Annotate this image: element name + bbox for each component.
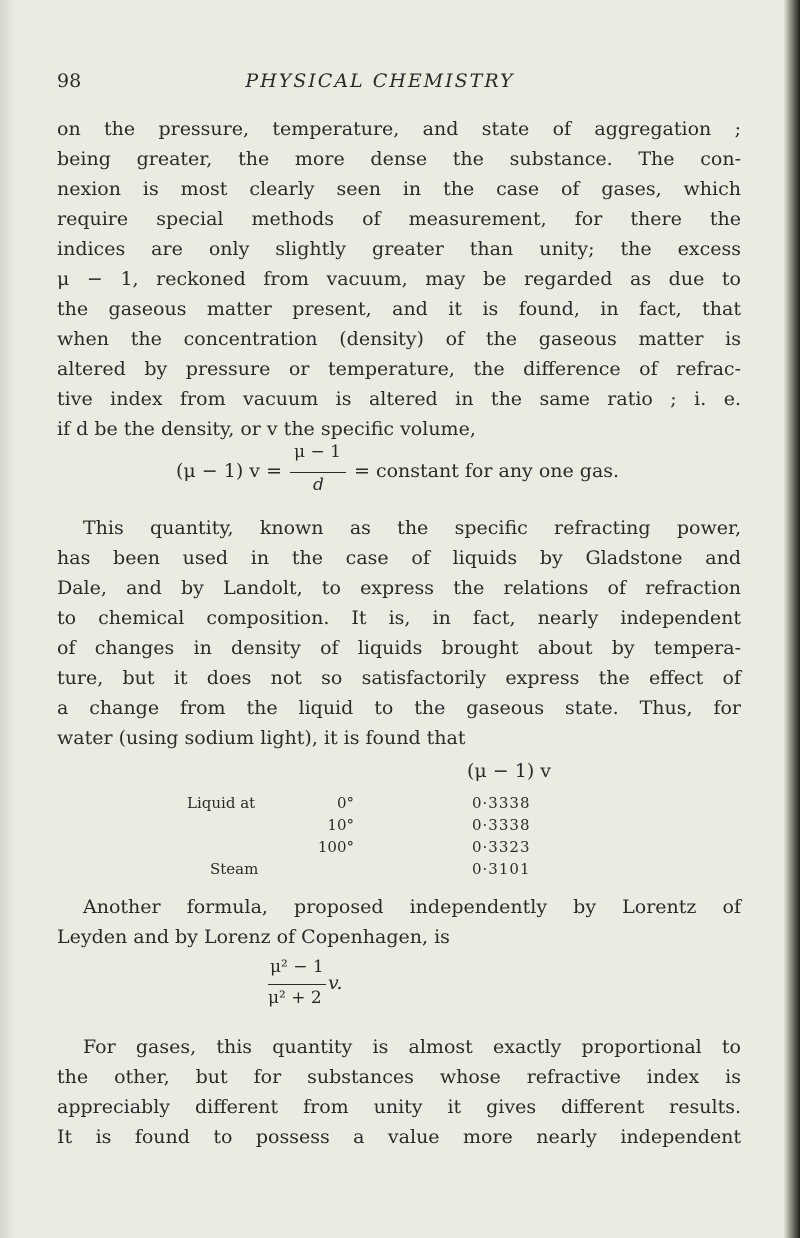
running-head: PHYSICAL CHEMISTRY <box>245 70 515 92</box>
text-line: appreciably different from unity it gives different results. <box>57 1096 741 1118</box>
text-line: ture, but it does not so satisfactorily express the effect of <box>57 667 741 689</box>
formula-numerator: μ − 1 <box>294 442 341 462</box>
text-line: Dale, and by Landolt, to express the relations of refraction <box>57 577 741 599</box>
text-line: This quantity, known as the specific refracting power, <box>83 517 741 539</box>
formula-rhs: v. <box>328 972 343 994</box>
table-row-label: Liquid at <box>187 794 256 812</box>
formula-numerator: μ² − 1 <box>270 957 324 977</box>
text-line: nexion is most clearly seen in the case of gases, which <box>57 178 741 200</box>
text-line: when the concentration (density) of the gaseous matter is <box>57 328 741 350</box>
text-line: on the pressure, temperature, and state of aggregation ; <box>57 118 741 140</box>
text-line: has been used in the case of liquids by Gladstone and <box>57 547 741 569</box>
text-line: μ − 1, reckoned from vacuum, may be regarded as due to <box>57 268 741 290</box>
table-row-label: Steam <box>210 860 259 878</box>
page-gutter-shade <box>0 0 14 1238</box>
formula-rhs: = constant for any one gas. <box>354 460 620 482</box>
table-row-value: 0·3338 <box>472 794 531 812</box>
table-row-temp: 0° <box>336 794 354 812</box>
table-row-value: 0·3323 <box>472 838 531 856</box>
text-line: water (using sodium light), it is found that <box>57 727 466 749</box>
fraction-bar <box>268 984 326 985</box>
page-number: 98 <box>57 70 82 92</box>
text-line: altered by pressure or temperature, the difference of refrac- <box>57 358 741 380</box>
text-line: For gases, this quantity is almost exactly proportional to <box>83 1036 741 1058</box>
table-column-header: (μ − 1) v <box>467 760 552 782</box>
text-line: Leyden and by Lorenz of Copenhagen, is <box>57 926 450 948</box>
page-edge-shadow <box>784 0 800 1238</box>
table-row-temp: 100° <box>317 838 354 856</box>
text-line: a change from the liquid to the gaseous state. Thus, for <box>57 697 741 719</box>
text-line: being greater, the more dense the substance. The con- <box>57 148 741 170</box>
table-row-value: 0·3101 <box>472 860 531 878</box>
text-line: Another formula, proposed independently by Lorentz of <box>83 896 741 918</box>
text-line: to chemical composition. It is, in fact, nearly independent <box>57 607 741 629</box>
text-line: of changes in density of liquids brought about by tempera- <box>57 637 741 659</box>
table-row-value: 0·3338 <box>472 816 531 834</box>
formula-lhs: (μ − 1) v = <box>176 460 282 482</box>
formula-denominator: μ² + 2 <box>268 988 322 1008</box>
text-line: if d be the density, or v the specific volume, <box>57 418 476 440</box>
text-line: It is found to possess a value more nearly independent <box>57 1126 741 1148</box>
text-line: the gaseous matter present, and it is found, in fact, that <box>57 298 741 320</box>
text-line: tive index from vacuum is altered in the same ratio ; i. e. <box>57 388 741 410</box>
text-line: the other, but for substances whose refractive index is <box>57 1066 741 1088</box>
text-line: require special methods of measurement, for there the <box>57 208 741 230</box>
text-line: indices are only slightly greater than unity; the excess <box>57 238 741 260</box>
formula-denominator: d <box>313 475 324 495</box>
table-row-temp: 10° <box>327 816 354 834</box>
page-header <box>0 70 800 100</box>
fraction-bar <box>290 472 346 473</box>
